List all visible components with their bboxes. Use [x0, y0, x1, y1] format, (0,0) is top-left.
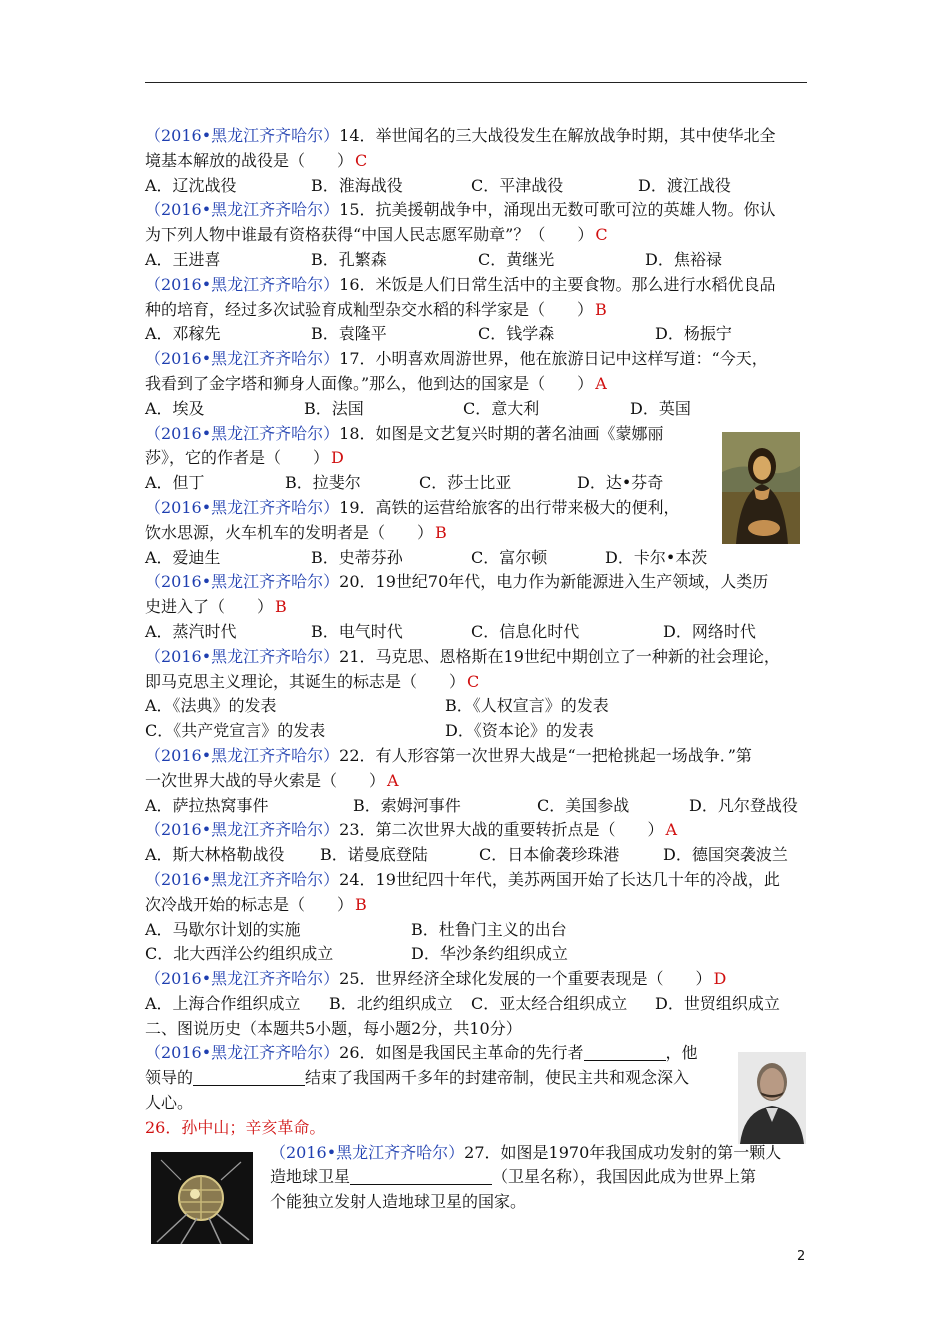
- q16-line1: （2016•黑龙江齐齐哈尔）16．米饭是人们日常生活中的主要食物。那么进行水稻优良品: [145, 274, 776, 294]
- q16-line2: 种的培育，经过多次试验育成籼型杂交水稻的科学家是（ ） B: [145, 299, 607, 319]
- q15-options: A．王进喜 B．孔繁森 C．黄继光 D．焦裕禄: [145, 249, 722, 269]
- q20-answer: B: [275, 597, 287, 617]
- q17-line1: （2016•黑龙江齐齐哈尔）17．小明喜欢周游世界，他在旅游日记中这样写道：“今天，: [145, 349, 768, 369]
- q21-line1: （2016•黑龙江齐齐哈尔）21．马克思、恩格斯在19世纪中期创立了一种新的社会理论，: [145, 646, 780, 666]
- q22-line1: （2016•黑龙江齐齐哈尔）22．有人形容第一次世界大战是“一把枪挑起一场战争．”第: [145, 745, 752, 765]
- q14-line2: 境基本解放的战役是（ ） C: [145, 150, 368, 170]
- q27-line3: 个能独立发射人造地球卫星的国家。: [270, 1192, 527, 1212]
- q23-line1: （2016•黑龙江齐齐哈尔）23．第二次世界大战的重要转折点是（ ） A: [145, 820, 678, 840]
- q19-line1: （2016•黑龙江齐齐哈尔）19．高铁的运营给旅客的出行带来极大的便利，: [145, 497, 680, 517]
- q18-answer: D: [331, 448, 344, 468]
- q22-line2: 一次世界大战的导火索是（ ） A: [145, 770, 399, 790]
- q16-answer: B: [595, 299, 607, 319]
- q26-answer: 26．孙中山；辛亥革命。: [145, 1117, 326, 1137]
- q20-options: A．蒸汽时代 B．电气时代 C．信息化时代 D．网络时代: [145, 621, 756, 641]
- q17-options: A．埃及 B．法国 C．意大利 D．英国: [145, 398, 691, 418]
- q24-line1: （2016•黑龙江齐齐哈尔）24．19世纪四十年代，美苏两国开始了长达几十年的冷战，此: [145, 869, 780, 889]
- q24-options-cd: C．北大西洋公约组织成立 D．华沙条约组织成立: [145, 944, 568, 964]
- q23-answer: A: [665, 820, 678, 840]
- q21-options-ab: A．《法典》的发表 B．《人权宣言》的发表: [145, 696, 609, 716]
- q26-line2: 领导的 结束了我国两千多年的封建帝制，使民主共和观念深入: [145, 1068, 690, 1088]
- q14-answer: C: [355, 150, 368, 170]
- q26-line1: （2016•黑龙江齐齐哈尔）26．如图是我国民主革命的先行者 ，他: [145, 1043, 698, 1063]
- q19-options: A．爱迪生 B．史蒂芬孙 C．富尔顿 D．卡尔•本茨: [145, 547, 708, 567]
- q27-line1: （2016•黑龙江齐齐哈尔）27．如图是1970年我国成功发射的第一颗人: [270, 1142, 782, 1162]
- q17-answer: A: [595, 373, 607, 393]
- q15-line2: 为下列人物中谁最有资格获得“中国人民志愿军勋章”？（ ） C: [145, 225, 608, 245]
- q27-blank[interactable]: [350, 1166, 492, 1185]
- q24-answer: B: [355, 894, 367, 914]
- q24-line2: 次冷战开始的标志是（ ） B: [145, 894, 367, 914]
- q21-line2: 即马克思主义理论，其诞生的标志是（ ） C: [145, 671, 480, 691]
- header-rule: [145, 82, 807, 83]
- q20-line1: （2016•黑龙江齐齐哈尔）20．19世纪70年代，电力作为新能源进入生产领域，人类历: [145, 572, 769, 592]
- section-2-heading: 二、图说历史（本题共5小题，每小题2分，共10分）: [145, 1018, 522, 1038]
- q18-line1: （2016•黑龙江齐齐哈尔）18．如图是文艺复兴时期的著名油画《蒙娜丽: [145, 423, 664, 443]
- q27-line2: 造地球卫星 （卫星名称），我国因此成为世界上第: [270, 1167, 757, 1187]
- q25-line1: （2016•黑龙江齐齐哈尔）25．世界经济全球化发展的一个重要表现是（ ） D: [145, 969, 727, 989]
- q15-answer: C: [595, 225, 608, 245]
- q24-options-ab: A．马歇尔计划的实施 B．杜鲁门主义的出台: [145, 919, 567, 939]
- q19-line2: 饮水思源，火车机车的发明者是（ ） B: [145, 522, 447, 542]
- q18-line2: 莎》，它的作者是（ ） D: [145, 448, 344, 468]
- q15-line1: （2016•黑龙江齐齐哈尔）15．抗美援朝战争中，涌现出无数可歌可泣的英雄人物。你认: [145, 200, 776, 220]
- q18-options: A．但丁 B．拉斐尔 C．莎士比亚 D．达•芬奇: [145, 473, 664, 493]
- q21-answer: C: [467, 671, 480, 691]
- q17-line2: 我看到了金字塔和狮身人面像。”那么，他到达的国家是（ ） A: [145, 373, 607, 393]
- q26-line3: 人心。: [145, 1093, 194, 1113]
- q22-answer: A: [387, 770, 399, 790]
- q21-options-cd: C．《共产党宣言》的发表 D．《资本论》的发表: [145, 721, 594, 741]
- q26-blank-2[interactable]: [193, 1067, 305, 1086]
- q16-options: A．邓稼先 B．袁隆平 C．钱学森 D．杨振宁: [145, 324, 732, 344]
- q23-options: A．斯大林格勒战役 B．诺曼底登陆 C．日本偷袭珍珠港 D．德国突袭波兰: [145, 845, 788, 865]
- exam-content: [145, 124, 807, 1215]
- q22-options: A．萨拉热窝事件 B．索姆河事件 C．美国参战 D．凡尔登战役: [145, 795, 798, 815]
- q19-answer: B: [435, 522, 447, 542]
- q14-options: A．辽沈战役 B．淮海战役 C．平津战役 D．渡江战役: [145, 175, 731, 195]
- q25-answer: D: [713, 969, 727, 989]
- q26-blank-1[interactable]: [584, 1042, 666, 1061]
- q14-line1: （2016•黑龙江齐齐哈尔）14．举世闻名的三大战役发生在解放战争时期，其中使华北全: [145, 126, 776, 145]
- q25-options: A．上海合作组织成立 B．北约组织成立 C．亚太经合组织成立 D．世贸组织成立: [145, 993, 780, 1013]
- q20-line2: 史进入了（ ） B: [145, 597, 287, 617]
- page-number: 2: [797, 1249, 806, 1264]
